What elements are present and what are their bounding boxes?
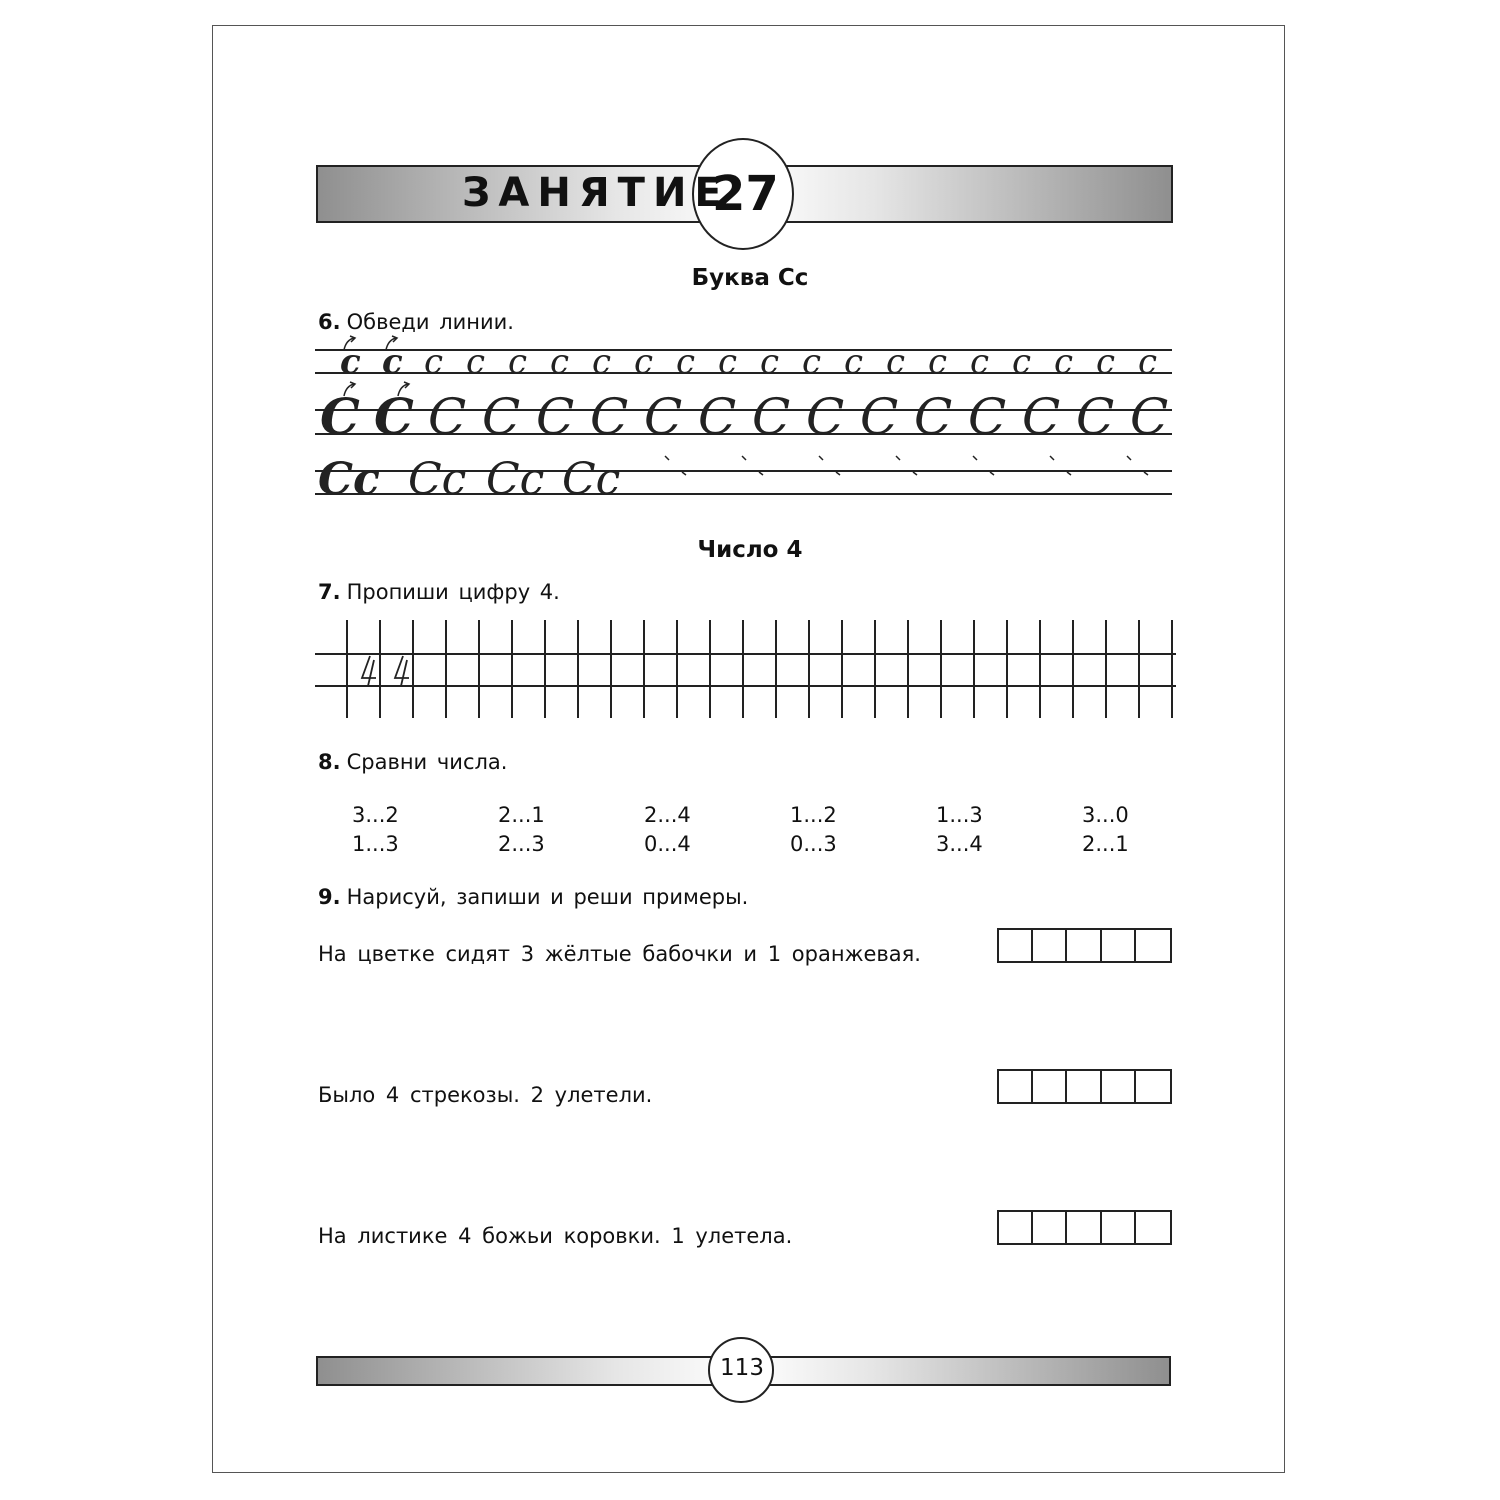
comparison-item: 2...1 — [1082, 832, 1129, 856]
svg-text:C: C — [374, 387, 414, 446]
svg-text:c: c — [340, 342, 361, 382]
svg-text:C: C — [968, 388, 1007, 446]
comparison-item: 3...2 — [352, 803, 399, 827]
svg-text:C: C — [914, 388, 953, 446]
task-8-instruction — [318, 750, 507, 774]
task-text: Пропиши цифру 4. — [346, 580, 560, 604]
lesson-number: 27 — [712, 166, 779, 222]
comparison-item: 1...3 — [936, 803, 983, 827]
svg-text:C: C — [1130, 388, 1169, 446]
svg-text:c: c — [886, 342, 906, 382]
row-small-c-traces — [340, 342, 1157, 382]
task-text: Сравни числа. — [346, 750, 508, 774]
svg-text:C: C — [428, 388, 467, 446]
comparison-item: 2...3 — [498, 832, 545, 856]
task-number: 9. — [318, 885, 341, 909]
comparison-item: 3...4 — [936, 832, 983, 856]
comparison-item: 1...2 — [790, 803, 837, 827]
svg-text:C: C — [1022, 388, 1061, 446]
svg-text:c: c — [508, 342, 528, 382]
svg-text:c: c — [1012, 342, 1032, 382]
svg-text:c: c — [844, 342, 864, 382]
svg-text:c: c — [1138, 342, 1158, 382]
page-number: 113 — [720, 1355, 764, 1381]
svg-text:c: c — [1054, 342, 1074, 382]
letter-tracing-area — [310, 330, 1180, 505]
task-9-instruction — [318, 885, 748, 909]
comparison-item: 0...4 — [644, 832, 691, 856]
svg-text:c: c — [424, 342, 444, 382]
row-capital-c-traces — [320, 387, 1168, 446]
word-problem: Было 4 стрекозы. 2 улетели. — [318, 1083, 653, 1107]
svg-text:Cc: Cc — [486, 454, 545, 505]
svg-text:c: c — [466, 342, 486, 382]
svg-text:Cc: Cc — [408, 454, 467, 505]
svg-text:c: c — [928, 342, 948, 382]
svg-text:c: c — [676, 342, 696, 382]
svg-text:c: c — [382, 342, 403, 382]
svg-text:C: C — [698, 388, 737, 446]
task-text: Обведи линии. — [346, 310, 514, 334]
word-problem: На цветке сидят 3 жёлтые бабочки и 1 оранжевая. — [318, 942, 921, 966]
svg-text:C: C — [320, 387, 360, 446]
section-heading-number: Число 4 — [697, 537, 803, 563]
svg-text:c: c — [718, 342, 738, 382]
svg-text:C: C — [536, 388, 575, 446]
svg-text:C: C — [860, 388, 899, 446]
digit-four-samples — [362, 656, 409, 686]
svg-text:c: c — [592, 342, 612, 382]
svg-text:C: C — [482, 388, 521, 446]
svg-text:c: c — [1096, 342, 1116, 382]
svg-text:C: C — [590, 388, 629, 446]
comparison-item: 0...3 — [790, 832, 837, 856]
svg-text:Cc: Cc — [318, 454, 380, 505]
comparison-item: 2...4 — [644, 803, 691, 827]
task-number: 7. — [318, 580, 341, 604]
svg-text:C: C — [806, 388, 845, 446]
svg-text:c: c — [970, 342, 990, 382]
task-7-instruction — [318, 580, 560, 604]
svg-text:c: c — [634, 342, 654, 382]
row-cc-pairs — [318, 454, 620, 505]
digit-writing-grid — [310, 618, 1180, 720]
answer-boxes[interactable] — [997, 1210, 1172, 1245]
comparison-item: 2...1 — [498, 803, 545, 827]
answer-boxes[interactable] — [997, 928, 1172, 963]
svg-text:C: C — [752, 388, 791, 446]
svg-text:Cc: Cc — [562, 454, 621, 505]
lesson-title: ЗАНЯТИЕ — [462, 170, 730, 216]
svg-text:c: c — [760, 342, 780, 382]
task-number: 6. — [318, 310, 341, 334]
connector-strokes — [665, 456, 1148, 475]
comparison-item: 3...0 — [1082, 803, 1129, 827]
comparison-item: 1...3 — [352, 832, 399, 856]
task-text: Нарисуй, запиши и реши примеры. — [346, 885, 749, 909]
task-number: 8. — [318, 750, 341, 774]
svg-text:C: C — [1076, 388, 1115, 446]
word-problem: На листике 4 божьи коровки. 1 улетела. — [318, 1224, 793, 1248]
svg-text:c: c — [802, 342, 822, 382]
section-heading-letter: Буква Сс — [691, 265, 809, 291]
answer-boxes[interactable] — [997, 1069, 1172, 1104]
svg-text:C: C — [644, 388, 683, 446]
svg-text:c: c — [550, 342, 570, 382]
